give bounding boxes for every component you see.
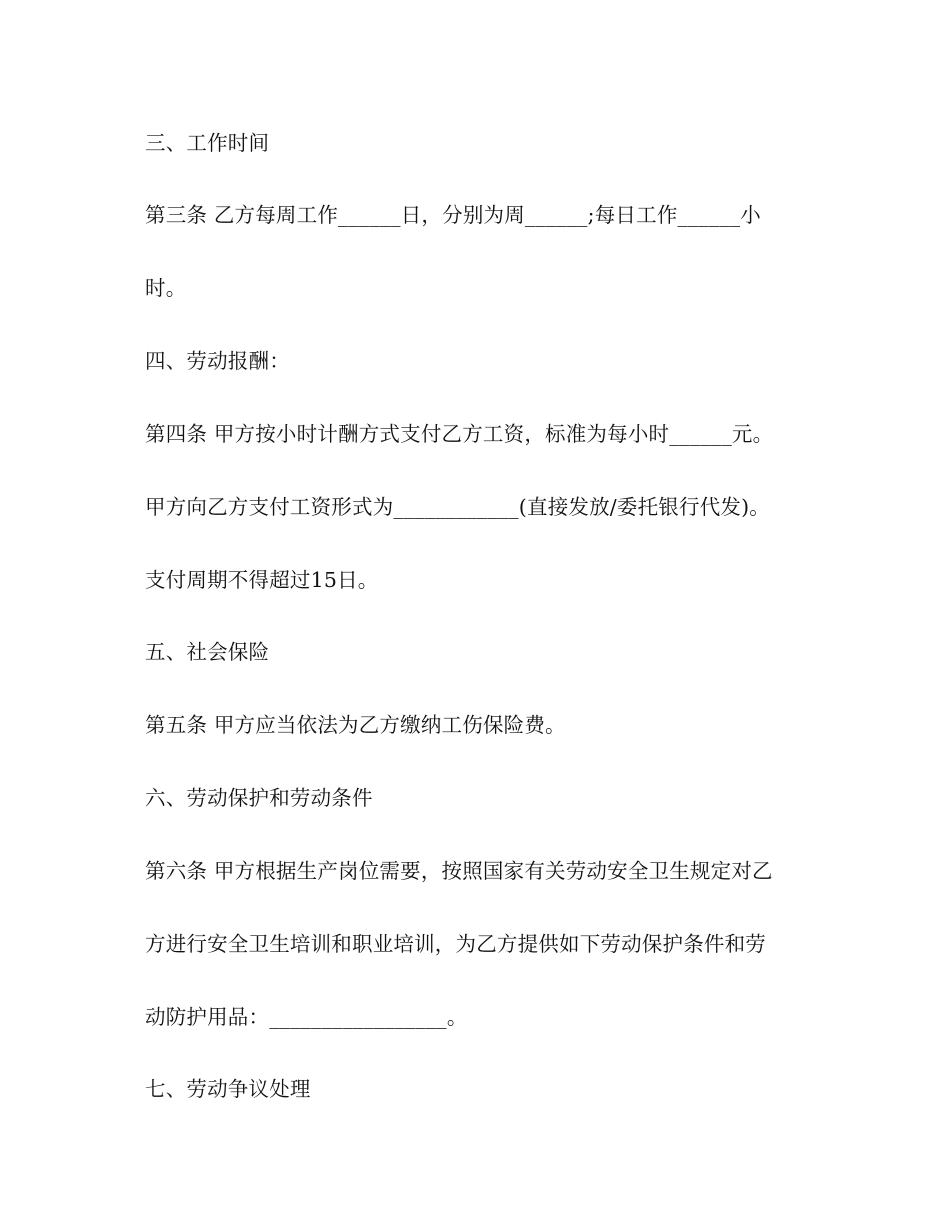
section-heading-work-time: 三、工作时间 bbox=[145, 131, 270, 155]
section-heading-social-insurance: 五、社会保险 bbox=[145, 640, 270, 664]
article-4-payment-form: 甲方向乙方支付工资形式为____________(直接发放/委托银行代发)。 bbox=[145, 495, 771, 519]
section-heading-dispute: 七、劳动争议处理 bbox=[145, 1077, 311, 1101]
article-3-text-cont: 时。 bbox=[145, 276, 187, 300]
article-4-text: 第四条 甲方按小时计酬方式支付乙方工资，标准为每小时______元。 bbox=[145, 422, 774, 446]
article-6-text-end: 动防护用品：_________________。 bbox=[145, 1005, 468, 1029]
article-4-payment-period: 支付周期不得超过15日。 bbox=[145, 568, 379, 592]
article-6-text-cont: 方进行安全卫生培训和职业培训，为乙方提供如下劳动保护条件和劳 bbox=[145, 932, 766, 956]
article-3-text: 第三条 乙方每周工作______日，分别为周______;每日工作______小 bbox=[145, 203, 761, 227]
section-heading-labor-protection: 六、劳动保护和劳动条件 bbox=[145, 786, 373, 810]
section-heading-remuneration: 四、劳动报酬： bbox=[145, 349, 290, 373]
article-6-text: 第六条 甲方根据生产岗位需要，按照国家有关劳动安全卫生规定对乙 bbox=[145, 859, 773, 883]
article-5-text: 第五条 甲方应当依法为乙方缴纳工伤保险费。 bbox=[145, 713, 566, 737]
